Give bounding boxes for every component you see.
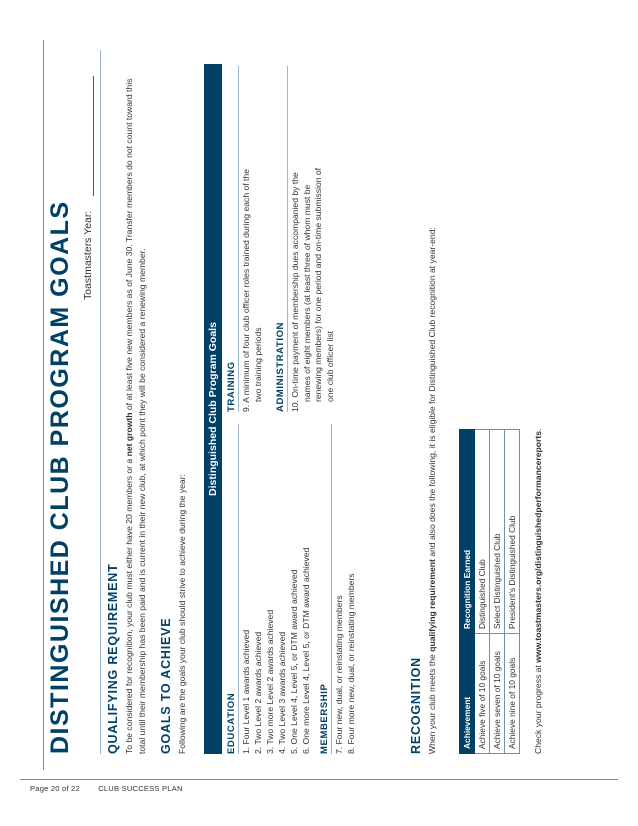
membership-rule (331, 424, 332, 754)
table-cell: Achieve five of 10 goals (475, 634, 490, 754)
training-heading: TRAINING (226, 361, 237, 412)
goal-item: 3. Two more Level 2 awards achieved (265, 609, 275, 754)
goal-item: 7. Four new, dual, or reinstating members (334, 595, 344, 754)
goal-item: 10. On-time payment of membership dues accompanied by the names of eight members (at least three of whom must be renewing members) for one period and on-time submission of one club officer list (290, 167, 335, 412)
table-row (490, 430, 505, 754)
goal-item: 9. A minimum of four club officer roles trained during each of the two training periods (241, 169, 263, 412)
membership-heading: MEMBERSHIP (319, 683, 330, 754)
administration-heading: ADMINISTRATION (275, 321, 286, 412)
document-name: CLUB SUCCESS PLAN (98, 784, 183, 793)
education-rule (238, 424, 239, 754)
toastmasters-year-label: Toastmasters Year: (82, 210, 94, 300)
table-row (505, 430, 520, 754)
table-cell: Achieve nine of 10 goals (505, 634, 520, 754)
table-cell: Achieve seven of 10 goals (490, 634, 505, 754)
table-cell: Select Distinguished Club (490, 430, 505, 634)
table-cell: Distinguished Club (475, 430, 490, 634)
table-header-row (460, 430, 475, 754)
progress-link[interactable]: www.toastmasters.org/distinguishedperformancereports (533, 431, 543, 663)
page-number: Page 20 of 22 (30, 784, 80, 793)
net-growth-bold: net growth (124, 412, 134, 457)
table-row (475, 430, 490, 754)
rotated-page-content (44, 50, 604, 770)
page-title: DISTINGUISHED CLUB PROGRAM GOALS (46, 200, 74, 754)
goal-item: 4. Two Level 3 awards achieved (277, 631, 287, 754)
goal-item: 5. One Level 4, Level 5, or DTM award achieved (289, 569, 299, 754)
page-footer (30, 784, 183, 793)
qualifying-heading: QUALIFYING REQUIREMENT (106, 563, 120, 754)
title-divider (100, 50, 101, 754)
column-header: Achievement (460, 634, 475, 754)
column-header: Recognition Earned (460, 430, 475, 634)
goal-item: 1. Four Level 1 awards achieved (241, 629, 251, 754)
education-heading: EDUCATION (226, 692, 237, 754)
goal-item: 8. Four more new, dual, or reinstating members (346, 573, 356, 754)
qualifying-requirement-bold: qualifying requirement (427, 559, 437, 652)
recognition-heading: RECOGNITION (409, 657, 423, 754)
table-cell: President's Distinguished Club (505, 430, 520, 634)
goals-intro: Following are the goals your club should strive to achieve during the year: (177, 474, 187, 754)
progress-text: Check your progress at www.toastmasters.org/distinguishedperformancereports. (533, 428, 543, 754)
goals-band-title: Distinguished Club Program Goals (204, 64, 222, 754)
qualifying-text: To be considered for recognition, your club must either have 20 members or a net growth of at least five new members as of June 30. Transfer members do not count toward this total until their membership has been paid and is current in their new club, at which point they will be considered a renewing member. (124, 78, 147, 754)
goals-heading: GOALS TO ACHIEVE (159, 617, 173, 754)
year-fill-line (93, 76, 94, 196)
goal-item: 2. Two Level 2 awards achieved (253, 631, 263, 754)
goal-item: 6. One more Level 4, Level 5, or DTM award achieved (301, 547, 311, 754)
footer-rule (20, 779, 618, 780)
administration-rule (287, 66, 288, 412)
recognition-table (459, 429, 520, 754)
training-rule (238, 66, 239, 412)
recognition-text: When your club meets the qualifying requirement and also does the following, it is eligible for Distinguished Club recognition at year-end: (427, 227, 437, 754)
